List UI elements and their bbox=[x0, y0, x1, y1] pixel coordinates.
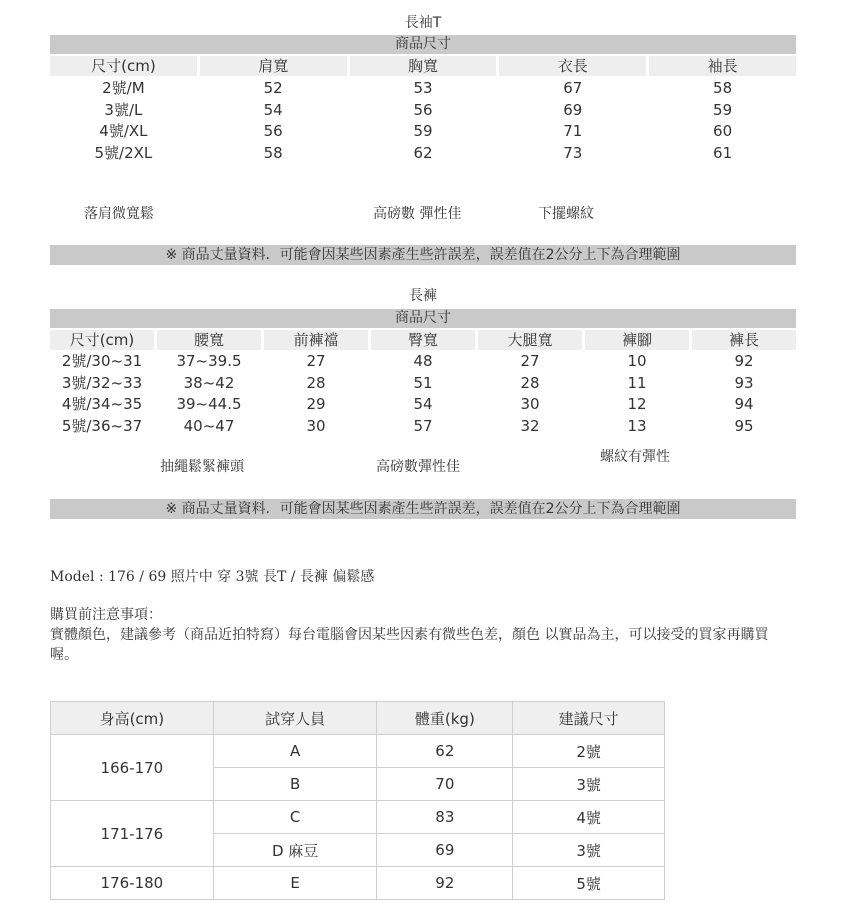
pants-feature: 高磅數彈性佳 bbox=[376, 459, 460, 475]
cell: 37~39.5 bbox=[176, 352, 242, 370]
fit-weight-cell: 92 bbox=[377, 867, 513, 900]
cell: 59 bbox=[713, 101, 733, 119]
pants-title: 長褲 bbox=[409, 288, 437, 304]
tshirt-feature: 落肩微寬鬆 bbox=[84, 206, 154, 222]
tshirt-feature: 下擺螺紋 bbox=[538, 206, 594, 222]
cell: 57 bbox=[413, 417, 433, 435]
fit-weight-cell: 69 bbox=[377, 834, 513, 867]
cell: 32 bbox=[520, 417, 540, 435]
fit-weight-cell: 83 bbox=[377, 801, 513, 834]
fit-header-weight: 體重(kg) bbox=[377, 702, 513, 735]
cell: 54 bbox=[413, 395, 433, 413]
pants-row bbox=[50, 415, 796, 437]
fit-header-row bbox=[51, 702, 665, 735]
tshirt-header-length: 衣長 bbox=[499, 56, 646, 76]
cell: 67 bbox=[563, 79, 583, 97]
cell: 59 bbox=[413, 122, 433, 140]
cell: 56 bbox=[413, 101, 433, 119]
fit-size-cell: 4號 bbox=[513, 801, 665, 834]
pants-header-row bbox=[50, 330, 796, 350]
table-row bbox=[51, 867, 665, 900]
cell: 54 bbox=[263, 101, 283, 119]
tshirt-subtitle-bar: 商品尺寸 bbox=[50, 35, 796, 54]
fit-tester-cell: D 麻豆 bbox=[213, 834, 377, 867]
pants-row bbox=[50, 350, 796, 372]
pants-row bbox=[50, 372, 796, 394]
cell: 4號/XL bbox=[99, 122, 148, 140]
pants-header-length: 褲長 bbox=[692, 330, 796, 350]
cell: 28 bbox=[306, 374, 326, 392]
cell: 40~47 bbox=[183, 417, 235, 435]
cell: 38~42 bbox=[183, 374, 235, 392]
model-info: Model : 176 / 69 照片中 穿 3號 長T / 長褲 偏鬆感 bbox=[50, 569, 375, 585]
tshirt-row bbox=[50, 142, 796, 164]
tshirt-row bbox=[50, 99, 796, 121]
tshirt-row bbox=[50, 120, 796, 142]
pants-notice: ※ 商品丈量資料．可能會因某些因素產生些許誤差，誤差值在2公分上下為合理範圍 bbox=[50, 499, 796, 519]
cell: 30 bbox=[306, 417, 326, 435]
tshirt-notice: ※ 商品丈量資料．可能會因某些因素產生些許誤差，誤差值在2公分上下為合理範圍 bbox=[50, 245, 796, 265]
cell: 62 bbox=[413, 144, 433, 162]
pants-header-hem: 褲腳 bbox=[585, 330, 689, 350]
pants-header-size: 尺寸(cm) bbox=[50, 330, 154, 350]
cell: 13 bbox=[627, 417, 647, 435]
cell: 56 bbox=[263, 122, 283, 140]
tshirt-header-chest: 胸寬 bbox=[350, 56, 497, 76]
tshirt-header-row bbox=[50, 56, 796, 76]
fit-weight-cell: 70 bbox=[377, 768, 513, 801]
fit-table bbox=[50, 701, 665, 900]
cell: 60 bbox=[713, 122, 733, 140]
cell: 71 bbox=[563, 122, 583, 140]
cell: 39~44.5 bbox=[176, 395, 242, 413]
purchase-note-text: 實體顏色，建議參考（商品近拍特寫）每台電腦會因某些因素有微些色差，顏色 以實品為主，可以接受的買家再購買喔。 bbox=[50, 627, 769, 663]
cell: 2號/M bbox=[102, 79, 145, 97]
fit-header-tester: 試穿人員 bbox=[213, 702, 377, 735]
cell: 53 bbox=[413, 79, 433, 97]
pants-subtitle-bar: 商品尺寸 bbox=[50, 309, 796, 328]
cell: 48 bbox=[413, 352, 433, 370]
cell: 10 bbox=[627, 352, 647, 370]
cell: 92 bbox=[734, 352, 754, 370]
cell: 27 bbox=[520, 352, 540, 370]
pants-feature: 抽繩鬆緊褲頭 bbox=[160, 459, 244, 475]
cell: 5號/2XL bbox=[94, 144, 153, 162]
cell: 94 bbox=[734, 395, 754, 413]
pants-header-thigh: 大腿寬 bbox=[478, 330, 582, 350]
pants-header-hip: 臀寬 bbox=[371, 330, 475, 350]
cell: 29 bbox=[306, 395, 326, 413]
cell: 73 bbox=[563, 144, 583, 162]
tshirt-feature: 高磅數 彈性佳 bbox=[373, 206, 462, 222]
tshirt-header-size: 尺寸(cm) bbox=[50, 56, 197, 76]
cell: 93 bbox=[734, 374, 754, 392]
pants-feature: 螺紋有彈性 bbox=[600, 449, 670, 465]
fit-size-cell: 3號 bbox=[513, 834, 665, 867]
cell: 11 bbox=[627, 374, 647, 392]
fit-tester-cell: A bbox=[213, 735, 377, 768]
purchase-note-title: 購買前注意事項： bbox=[50, 607, 162, 623]
cell: 27 bbox=[306, 352, 326, 370]
fit-weight-cell: 62 bbox=[377, 735, 513, 768]
table-row bbox=[51, 801, 665, 834]
cell: 95 bbox=[734, 417, 754, 435]
cell: 3號/32~33 bbox=[61, 374, 143, 392]
pants-header-front-rise: 前褲襠 bbox=[264, 330, 368, 350]
tshirt-header-sleeve: 袖長 bbox=[649, 56, 796, 76]
fit-size-cell: 5號 bbox=[513, 867, 665, 900]
cell: 3號/L bbox=[104, 101, 143, 119]
fit-tester-cell: C bbox=[213, 801, 377, 834]
fit-tester-cell: B bbox=[213, 768, 377, 801]
fit-size-cell: 3號 bbox=[513, 768, 665, 801]
cell: 69 bbox=[563, 101, 583, 119]
cell: 58 bbox=[713, 79, 733, 97]
cell: 52 bbox=[263, 79, 283, 97]
cell: 5號/36~37 bbox=[61, 417, 143, 435]
fit-header-suggested-size: 建議尺寸 bbox=[513, 702, 665, 735]
pants-header-waist: 腰寬 bbox=[157, 330, 261, 350]
cell: 58 bbox=[263, 144, 283, 162]
tshirt-row bbox=[50, 77, 796, 99]
fit-height-cell: 176-180 bbox=[51, 867, 214, 900]
fit-size-cell: 2號 bbox=[513, 735, 665, 768]
cell: 4號/34~35 bbox=[61, 395, 143, 413]
fit-header-height: 身高(cm) bbox=[51, 702, 214, 735]
cell: 28 bbox=[520, 374, 540, 392]
cell: 12 bbox=[627, 395, 647, 413]
tshirt-header-shoulder: 肩寬 bbox=[200, 56, 347, 76]
cell: 2號/30~31 bbox=[61, 352, 143, 370]
cell: 51 bbox=[413, 374, 433, 392]
fit-tester-cell: E bbox=[213, 867, 377, 900]
fit-height-cell: 166-170 bbox=[51, 735, 214, 801]
cell: 61 bbox=[713, 144, 733, 162]
pants-row bbox=[50, 393, 796, 415]
tshirt-title: 長袖T bbox=[404, 15, 442, 31]
cell: 30 bbox=[520, 395, 540, 413]
table-row bbox=[51, 735, 665, 768]
fit-height-cell: 171-176 bbox=[51, 801, 214, 867]
